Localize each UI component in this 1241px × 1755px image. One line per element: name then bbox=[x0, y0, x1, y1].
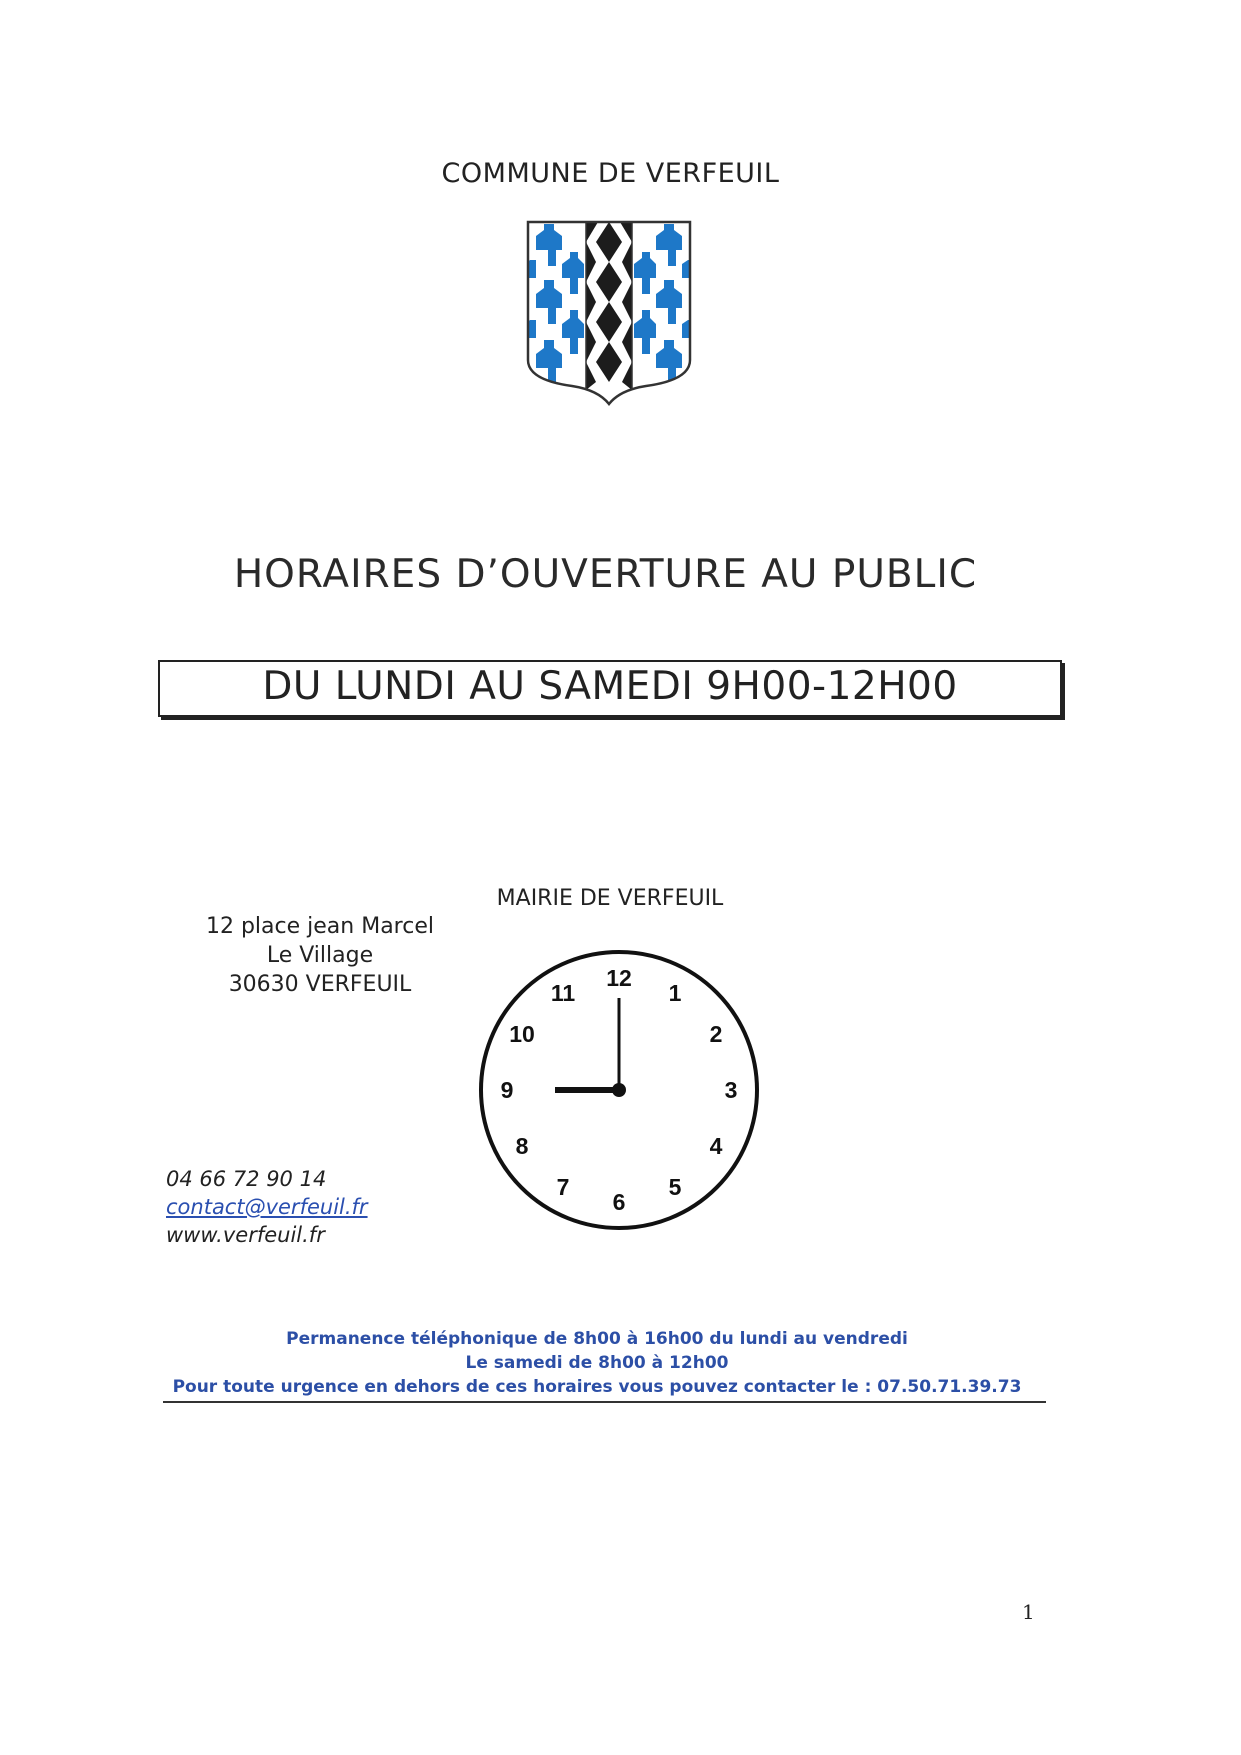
commune-title: COMMUNE DE VERFEUIL bbox=[441, 158, 780, 189]
opening-hours-text: DU LUNDI AU SAMEDI 9H00-12H00 bbox=[262, 664, 958, 709]
clock-label: MAIRIE DE VERFEUIL bbox=[496, 886, 724, 911]
coat-of-arms-logo bbox=[526, 220, 692, 406]
clock-number-10: 10 bbox=[509, 1021, 535, 1047]
opening-hours-box bbox=[158, 660, 1062, 717]
clock-number-11: 11 bbox=[550, 980, 576, 1006]
clock-center bbox=[612, 1083, 626, 1097]
clock-number-2: 2 bbox=[709, 1021, 723, 1047]
contact-block bbox=[166, 1165, 368, 1249]
divider bbox=[163, 1401, 1046, 1403]
page-title: HORAIRES D’OUVERTURE AU PUBLIC bbox=[233, 552, 978, 597]
address-line-1: 12 place jean Marcel bbox=[205, 914, 434, 939]
clock-number-8: 8 bbox=[515, 1133, 529, 1159]
clock-number-4: 4 bbox=[709, 1133, 723, 1159]
address-block bbox=[160, 912, 480, 999]
notice-line-1: Permanence téléphonique de 8h00 à 16h00 du lundi au vendredi bbox=[286, 1329, 908, 1349]
notice-line-3: Pour toute urgence en dehors de ces horaires vous pouvez contacter le : 07.50.71.39.73 bbox=[172, 1377, 1022, 1397]
clock-number-5: 5 bbox=[668, 1174, 682, 1200]
address-line-2: Le Village bbox=[266, 943, 374, 968]
clock-number-7: 7 bbox=[556, 1174, 570, 1200]
clock-number-6: 6 bbox=[612, 1189, 626, 1215]
clock-number-12: 12 bbox=[606, 965, 632, 991]
page-number: 1 bbox=[1022, 1600, 1035, 1624]
clock-number-1: 1 bbox=[668, 980, 682, 1006]
website-text: www.verfeuil.fr bbox=[166, 1223, 325, 1247]
clock-number-3: 3 bbox=[724, 1077, 738, 1103]
coat-of-arms-icon bbox=[526, 220, 692, 406]
email-link[interactable]: contact@verfeuil.fr bbox=[166, 1195, 368, 1219]
clock-number-9: 9 bbox=[500, 1077, 514, 1103]
phone-notice bbox=[148, 1327, 1046, 1399]
phone-number: 04 66 72 90 14 bbox=[166, 1167, 327, 1191]
notice-line-2: Le samedi de 8h00 à 12h00 bbox=[465, 1353, 729, 1373]
clock-icon bbox=[476, 947, 762, 1233]
address-line-3: 30630 VERFEUIL bbox=[228, 972, 412, 997]
